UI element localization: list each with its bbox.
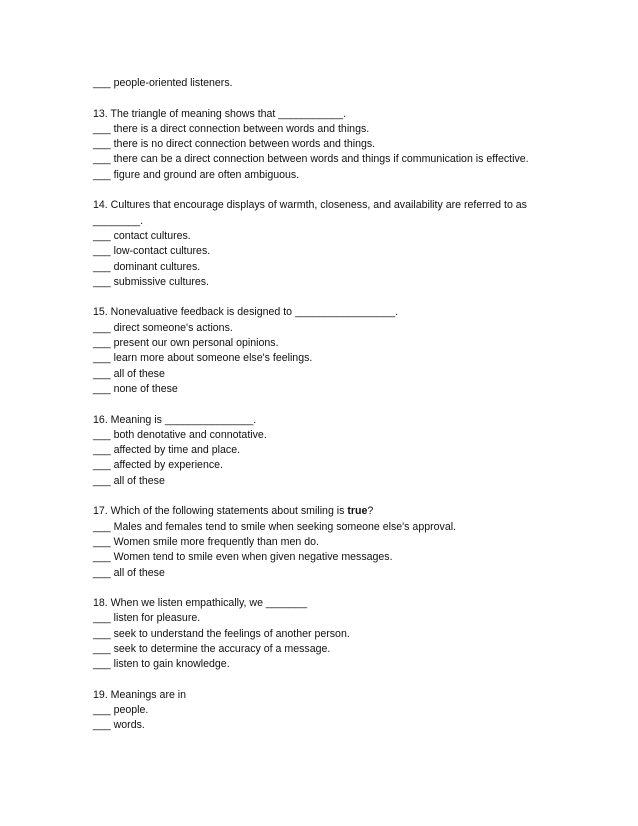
question-13 — [93, 107, 553, 183]
intro-option-line: ___ people-oriented listeners. — [93, 77, 233, 89]
question-18 — [93, 596, 553, 672]
question-14-option-4: ___ submissive cultures. — [93, 275, 209, 288]
question-15 — [93, 305, 553, 397]
question-14-option-3: ___ dominant cultures. — [93, 260, 201, 273]
question-15-stem: 15. Nonevaluative feedback is designed to _________________. — [93, 306, 399, 319]
question-16 — [93, 413, 553, 489]
question-16-stem: 16. Meaning is _______________. — [93, 413, 257, 426]
question-13-option-4: ___ figure and ground are often ambiguous. — [93, 168, 300, 181]
question-17 — [93, 504, 553, 580]
question-15-option-3: ___ learn more about someone else's feelings. — [93, 352, 313, 365]
question-15-option-2: ___ present our own personal opinions. — [93, 337, 279, 350]
question-17-option-3: ___ Women tend to smile even when given negative messages. — [93, 551, 393, 564]
question-15-option-5: ___ none of these — [93, 382, 178, 395]
question-19-option-2: ___ words. — [93, 719, 145, 732]
question-18-option-3: ___ seek to determine the accuracy of a message. — [93, 642, 331, 655]
question-18-option-1: ___ listen for pleasure. — [93, 612, 201, 625]
question-18-option-4: ___ listen to gain knowledge. — [93, 658, 230, 671]
quiz-page — [93, 76, 553, 734]
question-19-option-1: ___ people. — [93, 704, 149, 717]
question-17-option-1: ___ Males and females tend to smile when seeking someone else's approval. — [93, 520, 457, 533]
question-15-option-4: ___ all of these — [93, 367, 165, 380]
question-16-option-2: ___ affected by time and place. — [93, 444, 241, 457]
question-17-option-2: ___ Women smile more frequently than men do. — [93, 535, 319, 548]
question-14-option-2: ___ low-contact cultures. — [93, 245, 211, 258]
question-14-option-1: ___ contact cultures. — [93, 229, 191, 242]
question-17-stem-bold: true — [347, 505, 368, 518]
question-13-option-3: ___ there can be a direct connection between words and things if communication is effective. — [93, 153, 529, 166]
question-16-option-3: ___ affected by experience. — [93, 459, 223, 472]
question-17-stem-before: 17. Which of the following statements about smiling is — [93, 505, 348, 518]
question-14-stem: 14. Cultures that encourage displays of warmth, closeness, and availability are referred to as ________. — [93, 199, 527, 227]
question-13-option-2: ___ there is no direct connection between words and things. — [93, 138, 376, 151]
question-13-option-1: ___ there is a direct connection between words and things. — [93, 122, 370, 135]
question-16-option-4: ___ all of these — [93, 474, 165, 487]
question-14 — [93, 198, 553, 290]
question-13-stem: 13. The triangle of meaning shows that ___________. — [93, 107, 347, 120]
question-15-option-1: ___ direct someone's actions. — [93, 321, 233, 334]
question-17-stem-after: ? — [367, 505, 374, 518]
question-16-option-1: ___ both denotative and connotative. — [93, 428, 267, 441]
question-19 — [93, 688, 553, 734]
question-18-option-2: ___ seek to understand the feelings of another person. — [93, 627, 350, 640]
question-17-option-4: ___ all of these — [93, 566, 165, 579]
question-17-stem — [93, 504, 553, 519]
question-19-stem: 19. Meanings are in — [93, 688, 187, 701]
question-18-stem: 18. When we listen empathically, we _______ — [93, 597, 308, 610]
